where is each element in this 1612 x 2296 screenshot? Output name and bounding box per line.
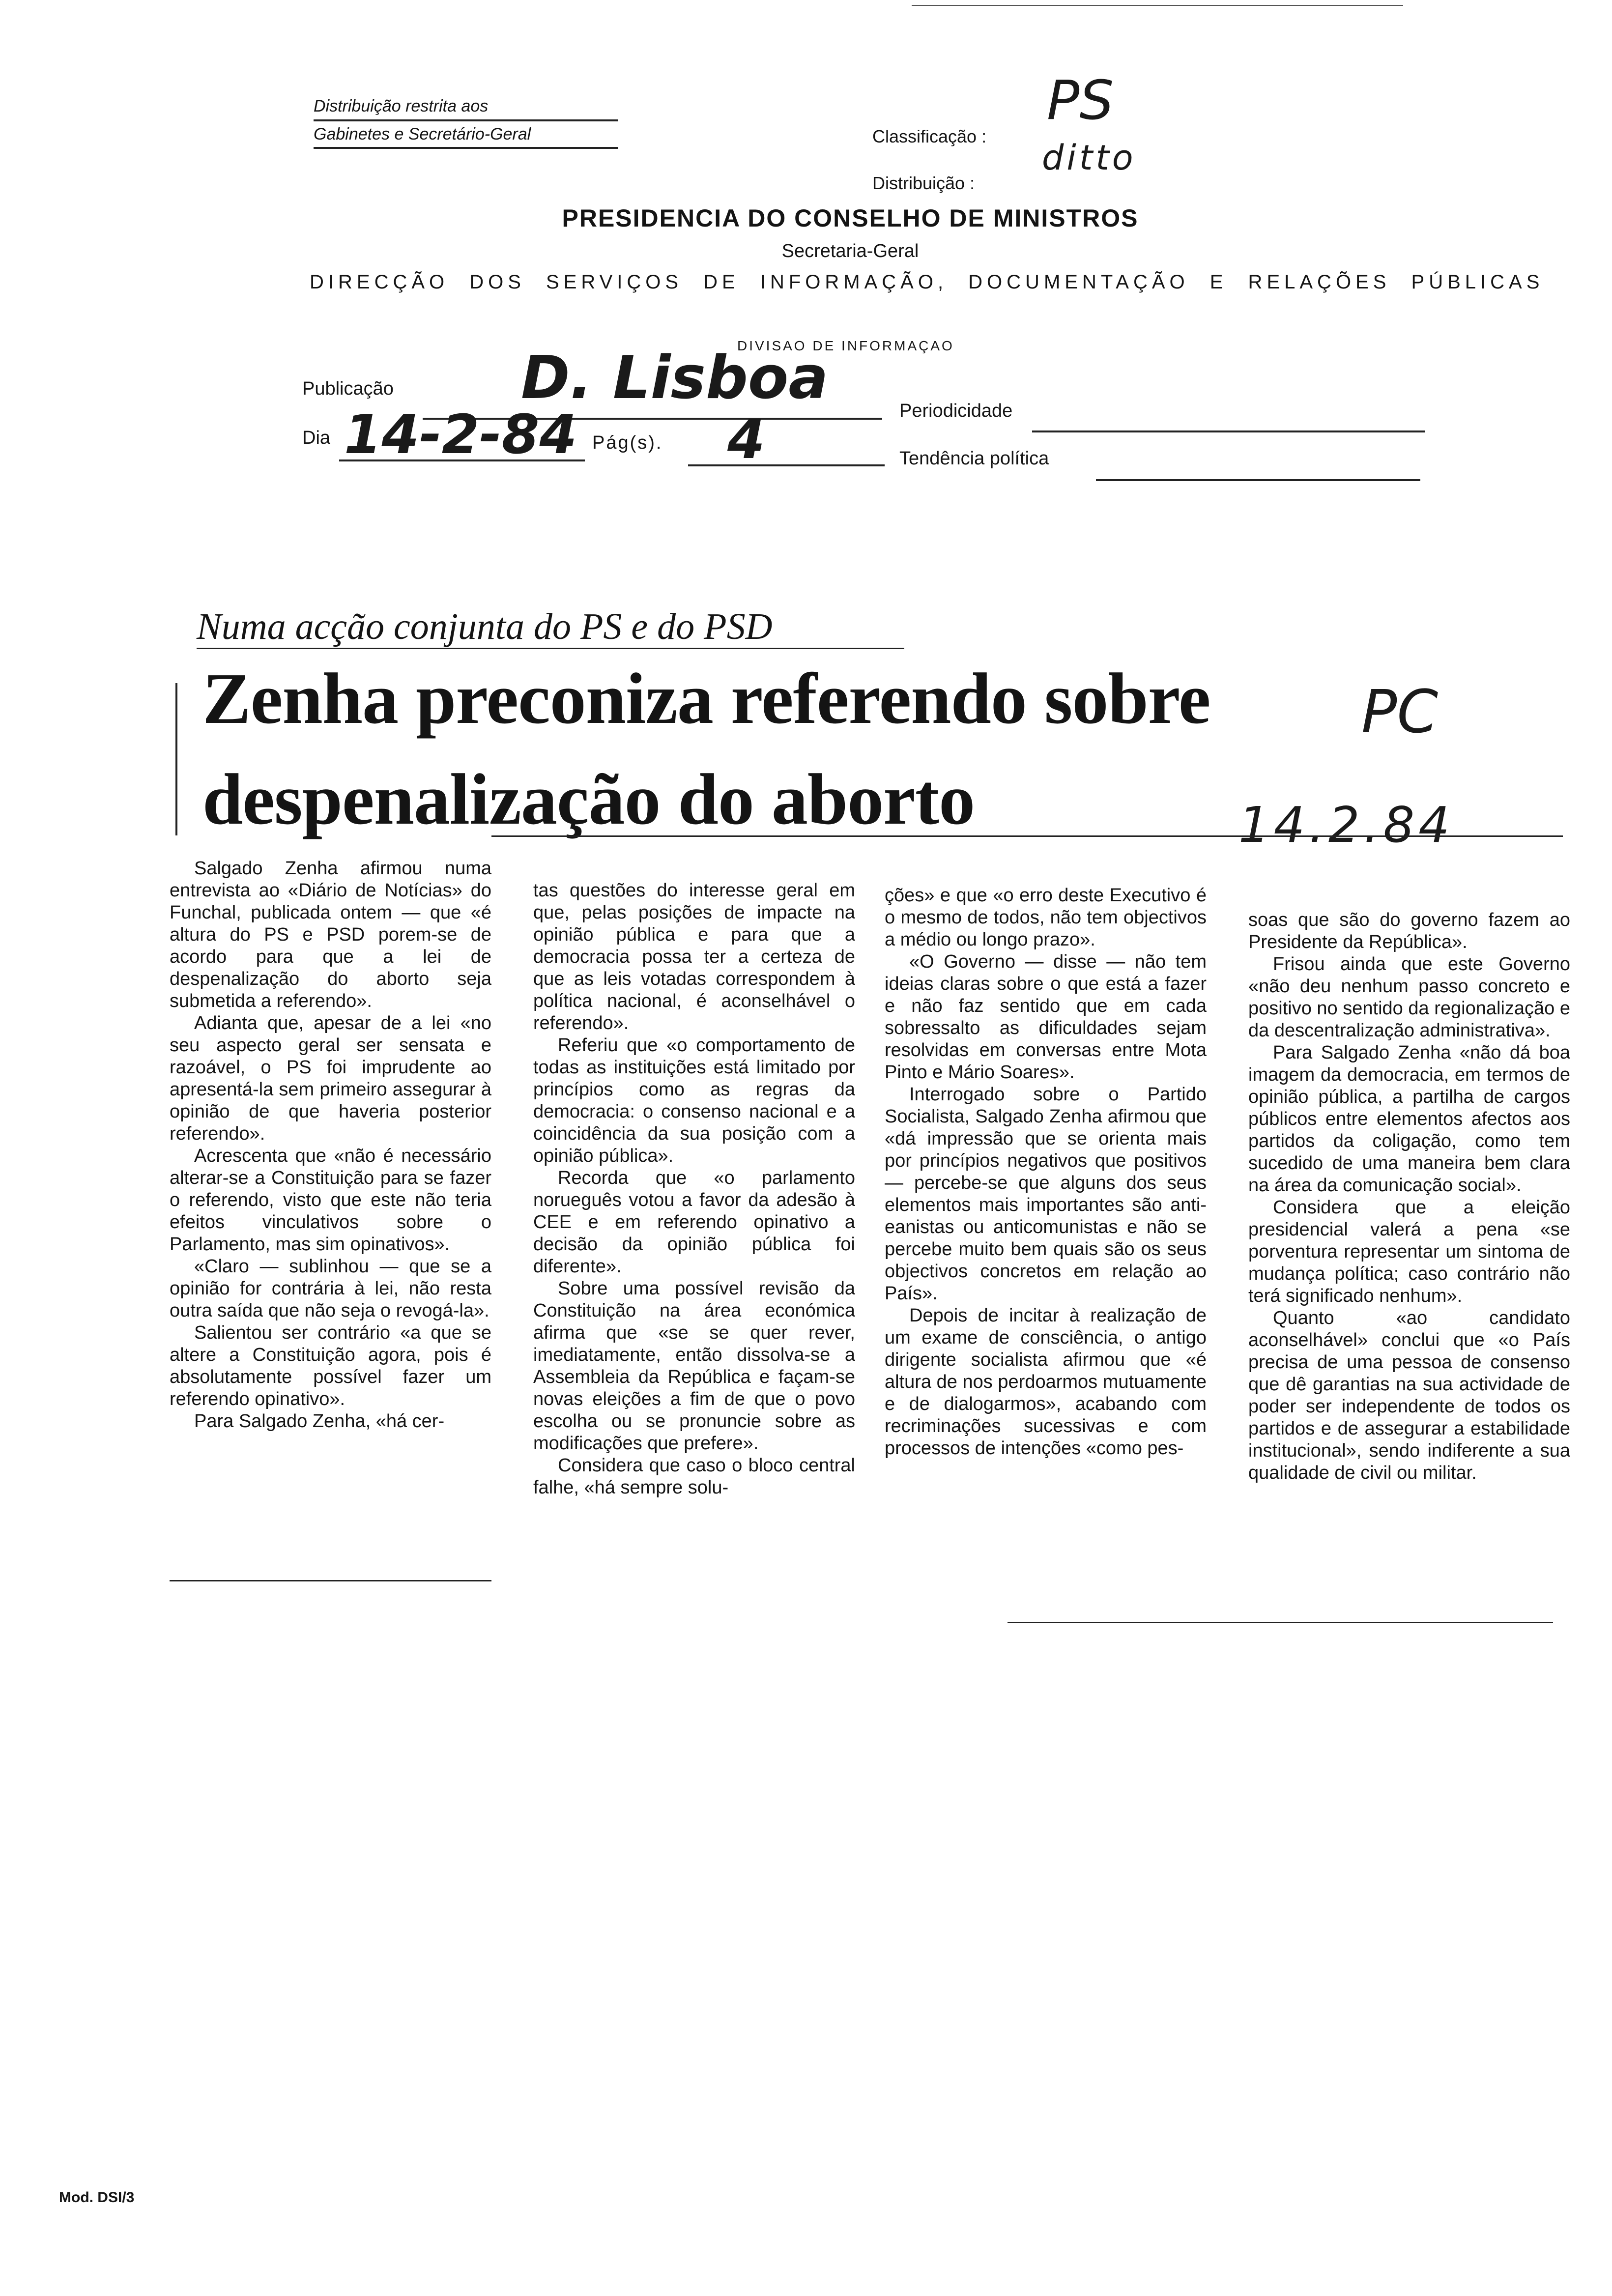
distribution-line-1: Distribuição restrita aos [314,93,618,121]
top-rule [912,5,1403,6]
paragraph: Salgado Zenha afirmou numa entrevista ao «Diário de Notícias» do Funchal, publicada ontem — que «é altura do PS e PSD porem-se de acordo para que a lei de despenalização do aborto seja submetida a referendo». [170,858,491,1011]
direccao-servicos: DIRECÇÃO DOS SERVIÇOS DE INFORMAÇÃO, DOCUMENTAÇÃO E RELAÇÕES PÚBLICAS [310,271,1544,293]
dia-line [339,459,585,461]
distribuicao-label: Distribuição : [872,173,975,193]
publicacao-label: Publicação [302,378,394,399]
headline-line-1: Zenha preconiza referendo sobre [202,659,1210,739]
paragraph: Considera que caso o bloco central falhe, «há sempre solu- [533,1455,855,1498]
paragraph: Sobre uma possível revisão da Constituição na área económica afirma que «se se quer rever, imediatamente, então dissolva-se a Assembleia da República e façam-se novas eleições a fim de que o povo escolha ou se pronuncie sobre as modificações que prefere». [533,1278,855,1454]
ministry-title: PRESIDENCIA DO CONSELHO DE MINISTROS [562,204,1139,232]
periodicidade-label: Periodicidade [899,401,1013,421]
column-top-rule [491,835,1563,837]
paragraph: «O Governo — disse — não tem ideias claras sobre o que está a fazer e não faz sentido que em cada sobressalto as dificuldades sejam resolvidas em conversas entre Mota Pinto e Mário Soares». [885,951,1207,1083]
distribution-line-2: Gabinetes e Secretário-Geral [314,121,618,149]
paragraph: soas que são do governo fazem ao Presidente da República». [1248,910,1570,952]
paragraph: ções» e que «o erro deste Executivo é o mesmo de todos, não tem objectivos a médio ou longo prazo». [885,885,1207,950]
dia-label: Dia [302,428,331,448]
paragraph: Considera que a eleição presidencial valerá a pena «se porventura representar um sintoma de mudança política; caso contrário não terá significado nenhum». [1248,1197,1570,1306]
handwritten-classification: PS [1047,69,1114,132]
dia-value: 14-2-84 [344,403,577,466]
periodicidade-line [1032,430,1425,432]
column-1-end-rule [170,1580,491,1581]
divisao-informacao: DIVISAO DE INFORMAÇAO [737,338,954,353]
article-column-4 [1248,909,1570,1484]
distribution-notice [314,93,618,149]
paragraph: Para Salgado Zenha, «há cer- [194,1411,445,1432]
handwritten-distribution: ditto [1042,138,1136,178]
paragraph: Quanto «ao candidato aconselhável» conclui que «o País precisa de uma pessoa de consenso que dê garantias na sua actividade de poder ser independente de todos os partidos e de assegurar a estabilidade institucional», sendo indiferente a sua qualidade de civil ou militar. [1248,1308,1570,1483]
paragraph: Acrescenta que «não é necessário alterar-se a Constituição para se fazer o referendo, visto que este não teria efeitos vinculativos sobre o Parlamento, mas sim opinativos». [170,1146,491,1255]
classification-labels [872,113,986,206]
pag-line [688,464,885,466]
paragraph: Para Salgado Zenha «não dá boa imagem da democracia, em termos de opinião pública, a partilha de cargos públicos entre elementos afectos aos partidos da coligação, como tem sucedido de uma maneira bem clara na área da comunicação social». [1248,1042,1570,1196]
pag-label: Pág(s). [592,432,663,453]
paragraph: «Claro — sublinhou — que se a opinião for contrária à lei, não resta outra saída que não seja o revogá-la». [170,1256,491,1321]
paragraph: Referiu que «o comportamento de todas as instituições está limitado por princípios como as regras da democracia: o consenso nacional e a coincidência da sua posição com a opinião pública». [533,1035,855,1166]
article-column-3 [885,885,1207,1460]
paragraph: tas questões do interesse geral em que, pelas posições de impacte na opinião pública e para que a democracia possa ter a certeza de que as leis votadas correspondem à política nacional, é aconselhável o referendo». [533,880,855,1033]
handwritten-date: 14.2.84 [1238,796,1454,854]
tendencia-label: Tendência política [899,448,1049,469]
publicacao-value: D. Lisboa [521,344,829,412]
tendencia-line [1096,479,1420,481]
headline-line-2: despenalização do aborto [202,759,975,840]
article-end-rule [1008,1622,1553,1623]
article-kicker: Numa acção conjunta do PS e do PSD [197,606,773,647]
paragraph: Recorda que «o parlamento norueguês votou a favor da adesão à CEE e em referendo opinativo a decisão da opinião pública foi diferente». [533,1168,855,1277]
headline-margin-mark [175,683,177,835]
paragraph: Adianta que, apesar de a lei «no seu aspecto geral ser sensata e razoável, o PS foi imprudente ao apresentá-la sem primeiro assegurar à opinião de que haveria posterior referendo». [170,1013,491,1144]
article-column-1 [170,858,491,1433]
article-headline [202,649,1210,850]
form-model-code: Mod. DSI/3 [59,2189,135,2206]
classificacao-label: Classificação : [872,126,987,146]
handwritten-initials: PC [1361,678,1439,746]
paragraph: Depois de incitar à realização de um exame de consciência, o antigo dirigente socialista afirmou que «é altura de nos perdoarmos mutuamente e de dialogarmos», acabando com recriminações sucessivas e com processos de intenções «como pes- [885,1305,1207,1459]
article-column-2 [533,880,855,1499]
secretaria-geral: Secretaria-Geral [781,241,919,261]
paragraph: Frisou ainda que este Governo «não deu nenhum passo concreto e positivo no sentido da regionalização e da descentralização administrativa». [1248,954,1570,1041]
paragraph: Interrogado sobre o Partido Socialista, Salgado Zenha afirmou que «dá impressão que se orienta mais por princípios negativos que positivos — percebe-se que alguns dos seus elementos mais importantes são anti-eanistas ou anticomunistas e não se percebe muito bem quais são os seus objectivos concretos em relação ao País». [885,1084,1207,1304]
paragraph: Salientou ser contrário «a que se altere a Constituição agora, pois é absolutamente possível fazer um referendo opinativo». [170,1322,491,1409]
pag-value: 4 [727,408,765,471]
